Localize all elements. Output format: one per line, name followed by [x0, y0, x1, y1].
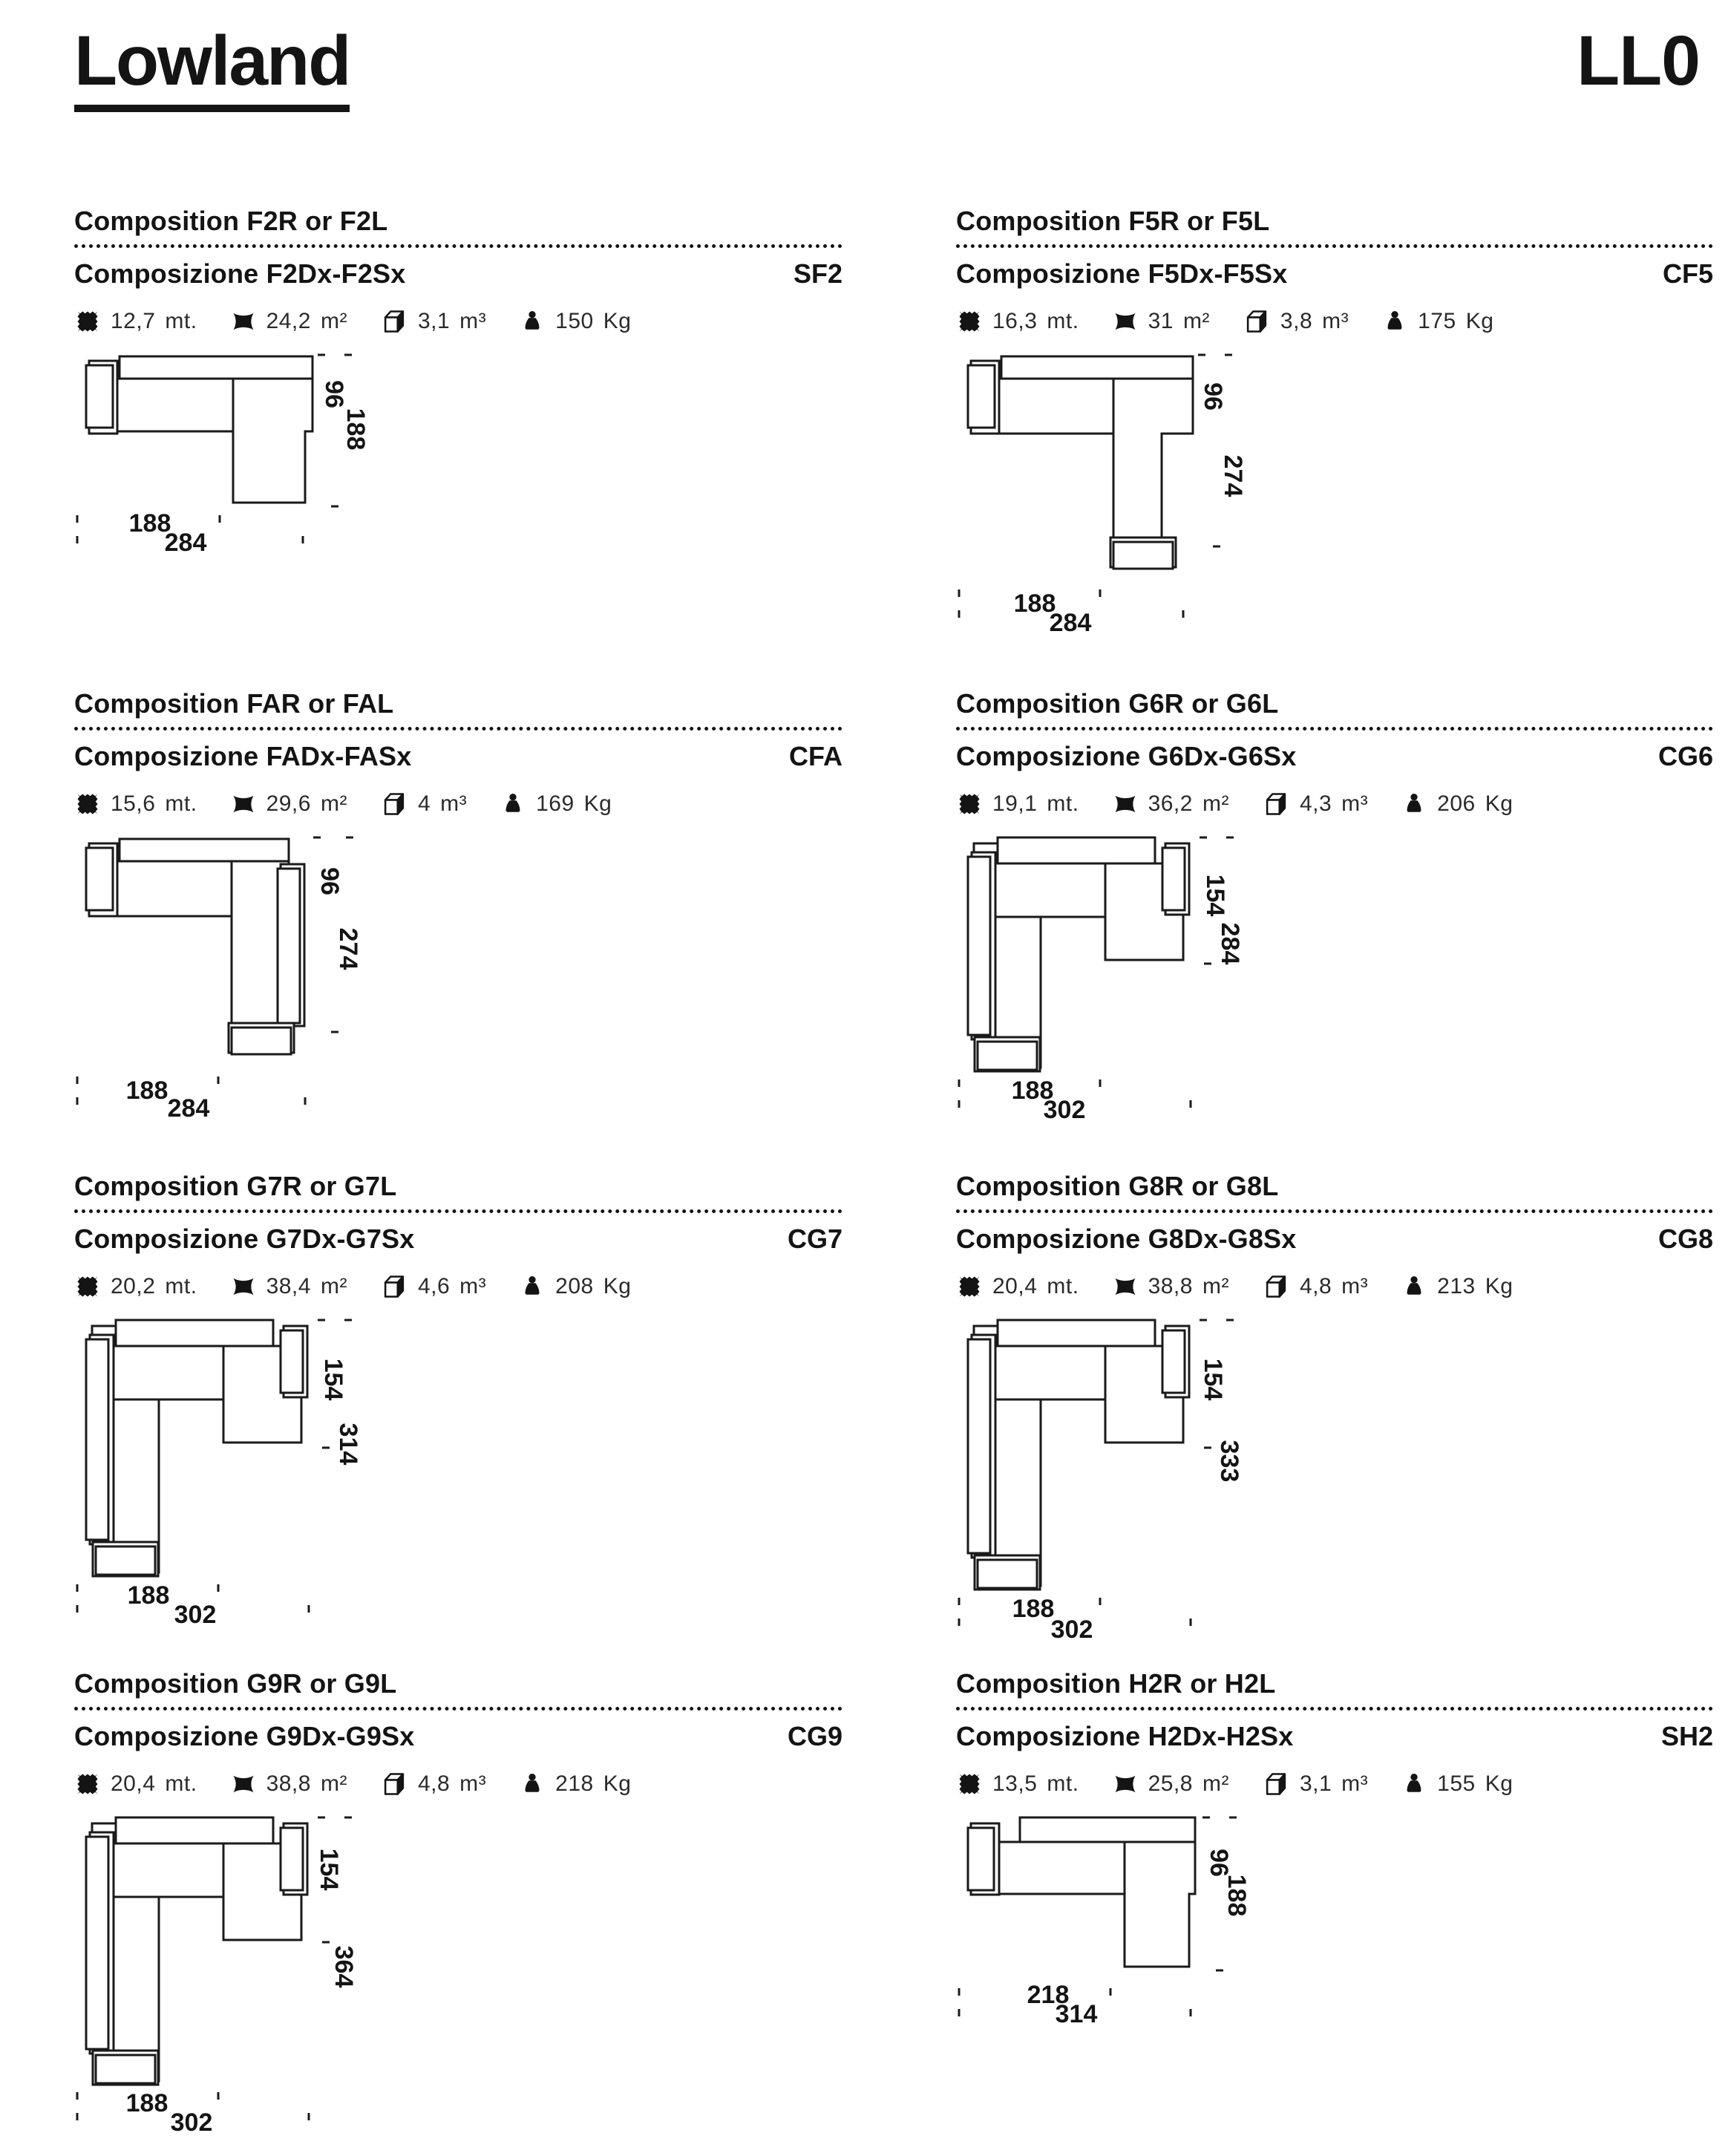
- composition-code: CG9: [787, 1721, 842, 1752]
- spec-weight-unit: Kg: [1485, 1274, 1514, 1299]
- fabric-meters-icon: [74, 1273, 101, 1300]
- spec-weight-unit: Kg: [603, 309, 632, 334]
- composition-title-it: Composizione F2Dx-F2Sx: [74, 258, 406, 290]
- leather-area-icon: [230, 1273, 257, 1300]
- spec-leather-unit: m²: [320, 1771, 347, 1797]
- spec-leather: [1112, 791, 1229, 817]
- dim-depth: 96: [1199, 382, 1227, 411]
- weight-icon: [519, 1771, 546, 1797]
- spec-volume: [380, 307, 486, 336]
- backrest: [998, 1320, 1155, 1346]
- plan-diagram: [74, 833, 445, 1123]
- composition-title-en: Composition F5R or F5L: [956, 205, 1270, 236]
- seat: [110, 1346, 231, 1399]
- dim-width-outer: 314: [1055, 2000, 1098, 2029]
- composition-block-g9: [74, 1667, 842, 2137]
- spec-weight-unit: Kg: [583, 791, 612, 817]
- spec-fabric-value: 13,5: [992, 1771, 1038, 1797]
- spec-weight-value: 155: [1437, 1771, 1476, 1797]
- dim-depth: 96: [320, 380, 348, 409]
- spec-weight-value: 218: [555, 1771, 594, 1797]
- spec-leather-value: 36,2: [1148, 791, 1193, 817]
- spec-fabric: [956, 791, 1079, 817]
- spec-fabric: [74, 791, 197, 817]
- spec-volume: [1243, 307, 1349, 336]
- composition-code: CF5: [1662, 258, 1713, 290]
- dotted-divider: [956, 244, 1713, 248]
- seat: [992, 1346, 1113, 1399]
- leather-area-icon: [1112, 308, 1139, 335]
- dim-width-inner: 188: [128, 509, 171, 538]
- spec-row: [956, 1270, 1713, 1304]
- fabric-meters-icon: [956, 308, 983, 335]
- spec-leather-unit: m²: [1182, 309, 1210, 334]
- spec-weight: [519, 1771, 631, 1797]
- dim-width-inner: 188: [1012, 1595, 1055, 1624]
- dim-width-outer: 284: [167, 1094, 210, 1123]
- spec-leather: [230, 1771, 347, 1797]
- leather-area-icon: [230, 791, 257, 817]
- leather-area-icon: [230, 308, 257, 335]
- spec-fabric: [74, 308, 197, 335]
- compos ition-title-en: Composition G9R or G9L: [74, 1667, 397, 1699]
- spec-fabric-value: 16,3: [992, 309, 1038, 334]
- spec-volume: [1262, 1770, 1368, 1798]
- dim-side: 274: [334, 928, 362, 970]
- spec-row: [74, 304, 842, 339]
- spec-weight: [519, 1273, 631, 1300]
- spec-volume-unit: m³: [459, 1274, 487, 1299]
- plan-diagram: [956, 350, 1327, 636]
- dim-width-inner: 188: [125, 2089, 168, 2118]
- spec-leather-value: 38,8: [266, 1771, 311, 1797]
- weight-icon: [500, 791, 526, 817]
- spec-weight: [1401, 1771, 1513, 1797]
- volume-box-icon: [1262, 790, 1290, 818]
- spec-volume-unit: m³: [1341, 791, 1369, 817]
- spec-fabric-unit: mt.: [1047, 1274, 1079, 1299]
- dim-side: 364: [330, 1946, 358, 1988]
- spec-volume: [380, 1273, 486, 1301]
- composition-title-it: Composizione F5Dx-F5Sx: [956, 258, 1288, 290]
- spec-fabric-unit: mt.: [1047, 309, 1079, 334]
- leather-area-icon: [230, 1771, 257, 1797]
- composition-block-fa: [74, 689, 842, 1172]
- dim-width-outer: 284: [1049, 609, 1092, 638]
- dim-width-outer: 284: [164, 529, 207, 558]
- spec-fabric-value: 20,2: [111, 1274, 156, 1299]
- spec-row: [74, 1270, 842, 1304]
- spec-volume-value: 3,1: [1299, 1771, 1332, 1797]
- dim-width-outer: 302: [1050, 1616, 1093, 1644]
- spec-fabric-unit: mt.: [165, 791, 197, 817]
- dim-depth: 154: [1201, 875, 1229, 917]
- leather-area-icon: [1112, 1771, 1139, 1797]
- spec-volume-unit: m³: [1322, 309, 1349, 334]
- dim-depth: 154: [319, 1359, 347, 1401]
- spec-fabric-unit: mt.: [165, 1771, 197, 1797]
- spec-fabric-unit: mt.: [1047, 1771, 1079, 1797]
- dim-side: 188: [1223, 1875, 1251, 1917]
- composition-title-en: Composition H2R or H2L: [956, 1667, 1276, 1699]
- dim-width-outer: 302: [174, 1601, 217, 1630]
- dim-depth: 96: [1205, 1849, 1233, 1878]
- composition-block-f2: [74, 206, 842, 689]
- composition-block-f5: [956, 206, 1713, 689]
- spec-fabric-value: 15,6: [111, 791, 156, 817]
- dotted-divider: [74, 244, 842, 248]
- spec-fabric: [956, 1273, 1079, 1300]
- spec-weight-value: 175: [1418, 309, 1456, 334]
- spec-leather-unit: m²: [320, 791, 347, 817]
- fabric-meters-icon: [956, 1771, 983, 1797]
- fabric-meters-icon: [74, 791, 101, 817]
- fabric-meters-icon: [74, 308, 101, 335]
- composition-title-en: Composition G8R or G8L: [956, 1170, 1279, 1201]
- dim-width-outer: 302: [1043, 1096, 1086, 1125]
- weight-icon: [519, 308, 546, 335]
- weight-icon: [519, 1273, 546, 1300]
- dim-depth: 154: [315, 1849, 343, 1891]
- spec-volume-value: 3,1: [417, 309, 451, 334]
- spec-weight-value: 208: [555, 1274, 594, 1299]
- spec-fabric-value: 20,4: [111, 1771, 156, 1797]
- spec-leather-value: 38,8: [1148, 1274, 1193, 1299]
- dim-side: 188: [341, 408, 370, 451]
- plan-diagram: [956, 1316, 1331, 1644]
- plan-diagram: [74, 350, 445, 566]
- spec-weight: [1381, 308, 1493, 335]
- backrest: [116, 1320, 273, 1346]
- spec-weight-unit: Kg: [1485, 1771, 1514, 1797]
- composition-title-it: Composizione G7Dx-G7Sx: [74, 1224, 415, 1255]
- composition-grid: [74, 205, 1713, 2137]
- spec-weight-value: 206: [1437, 791, 1476, 817]
- volume-box-icon: [1262, 1273, 1290, 1301]
- spec-weight-value: 169: [536, 791, 575, 817]
- spec-leather: [230, 308, 347, 335]
- weight-icon: [1401, 1771, 1427, 1797]
- composition-code: CG6: [1658, 741, 1713, 772]
- plan-diagram: [956, 1813, 1342, 2032]
- spec-weight: [1401, 791, 1513, 817]
- spec-leather: [1112, 308, 1210, 335]
- plan-diagram: [74, 1813, 449, 2137]
- spec-volume-value: 4,8: [1299, 1274, 1332, 1299]
- spec-weight-value: 150: [555, 309, 594, 334]
- dim-side: 284: [1216, 923, 1244, 965]
- spec-weight: [1401, 1273, 1513, 1300]
- spec-leather-unit: m²: [1202, 791, 1229, 817]
- spec-volume: [380, 790, 467, 818]
- spec-row: [74, 1767, 842, 1801]
- seat: [110, 1843, 231, 1897]
- page-title: Lowland: [74, 25, 350, 112]
- spec-volume-unit: m³: [459, 309, 487, 334]
- backrest: [116, 1817, 273, 1843]
- spec-fabric: [74, 1771, 197, 1797]
- spec-volume: [1262, 790, 1368, 818]
- spec-leather: [230, 1273, 347, 1300]
- spec-volume-unit: m³: [459, 1771, 487, 1797]
- composition-block-g7: [74, 1172, 842, 1669]
- spec-row: [956, 1767, 1713, 1801]
- spec-volume-value: 4,8: [417, 1771, 451, 1797]
- composition-block-g8: [956, 1172, 1713, 1669]
- spec-weight-unit: Kg: [603, 1274, 632, 1299]
- volume-box-icon: [380, 307, 408, 336]
- leather-area-icon: [1112, 791, 1139, 817]
- weight-icon: [1401, 791, 1427, 817]
- composition-code: SF2: [793, 258, 842, 290]
- spec-volume-value: 4,6: [417, 1274, 451, 1299]
- composition-title-it: Composizione FADx-FASx: [74, 741, 412, 772]
- composition-title-it: Composizione G6Dx-G6Sx: [956, 741, 1297, 772]
- spec-fabric-unit: mt.: [1047, 791, 1079, 817]
- spec-leather-value: 24,2: [266, 309, 311, 334]
- spec-volume-value: 4,3: [1299, 791, 1332, 817]
- spec-volume-value: 3,8: [1280, 309, 1313, 334]
- spec-weight-unit: Kg: [1465, 309, 1494, 334]
- spec-fabric: [956, 308, 1079, 335]
- dim-side: 314: [334, 1423, 362, 1466]
- fabric-meters-icon: [956, 1273, 983, 1300]
- composition-title-en: Composition G6R or G6L: [956, 687, 1279, 719]
- spec-leather-value: 29,6: [266, 791, 311, 817]
- spec-volume-unit: m³: [1341, 1771, 1369, 1797]
- dim-width-inner: 188: [127, 1581, 170, 1610]
- volume-box-icon: [380, 1273, 408, 1301]
- spec-volume-value: 4: [417, 791, 431, 817]
- spec-fabric-value: 20,4: [992, 1274, 1038, 1299]
- dotted-divider: [956, 727, 1713, 731]
- spec-row: [74, 787, 842, 821]
- composition-title-it: Composizione G9Dx-G9Sx: [74, 1721, 415, 1752]
- dim-width-outer: 302: [170, 2108, 213, 2137]
- dim-side: 274: [1219, 455, 1247, 497]
- spec-row: [956, 787, 1713, 821]
- composition-title-en: Composition F2R or F2L: [74, 205, 388, 236]
- spec-leather-unit: m²: [320, 309, 347, 334]
- spec-leather: [230, 791, 347, 817]
- model-code: LL0: [1577, 22, 1700, 100]
- spec-row: [956, 304, 1713, 339]
- spec-fabric-unit: mt.: [165, 1274, 197, 1299]
- dim-depth: 154: [1199, 1359, 1227, 1401]
- composition-code: CG8: [1658, 1224, 1713, 1255]
- spec-weight-unit: Kg: [1485, 791, 1514, 817]
- volume-box-icon: [380, 790, 408, 818]
- fabric-meters-icon: [956, 791, 983, 817]
- composition-title-en: Composition FAR or FAL: [74, 687, 394, 719]
- spec-fabric-unit: mt.: [165, 309, 197, 334]
- plan-diagram: [74, 1316, 449, 1630]
- spec-fabric-value: 12,7: [111, 309, 156, 334]
- plan-diagram: [956, 833, 1331, 1125]
- weight-icon: [1381, 308, 1408, 335]
- spec-fabric: [956, 1771, 1079, 1797]
- spec-leather-unit: m²: [1202, 1274, 1229, 1299]
- spec-weight-value: 213: [1437, 1274, 1476, 1299]
- dim-depth: 96: [315, 867, 344, 896]
- composition-title-it: Composizione H2Dx-H2Sx: [956, 1721, 1294, 1752]
- spec-fabric-value: 19,1: [992, 791, 1038, 817]
- dim-width-inner: 188: [1013, 589, 1056, 618]
- dotted-divider: [74, 1707, 842, 1711]
- composition-code: CFA: [789, 741, 842, 772]
- dim-width-inner: 218: [1027, 1981, 1070, 2010]
- backrest: [998, 837, 1155, 863]
- composition-block-h2: [956, 1669, 1713, 2134]
- composition-title-it: Composizione G8Dx-G8Sx: [956, 1224, 1297, 1255]
- fabric-meters-icon: [74, 1771, 101, 1797]
- spec-fabric: [74, 1273, 197, 1300]
- spec-volume-unit: m³: [1341, 1274, 1369, 1299]
- composition-code: SH2: [1660, 1721, 1713, 1752]
- spec-leather-unit: m²: [320, 1274, 347, 1299]
- spec-leather: [1112, 1273, 1229, 1300]
- dotted-divider: [74, 1209, 842, 1213]
- spec-volume-unit: m³: [440, 791, 468, 817]
- dim-width-inner: 188: [1011, 1077, 1054, 1105]
- dim-side: 333: [1215, 1440, 1243, 1483]
- spec-weight: [500, 791, 612, 817]
- dim-width-inner: 188: [125, 1077, 168, 1105]
- spec-weight: [519, 308, 631, 335]
- spec-weight-unit: Kg: [603, 1771, 632, 1797]
- spec-volume: [380, 1770, 486, 1798]
- spec-leather-value: 38,4: [266, 1274, 311, 1299]
- spec-leather: [1112, 1771, 1229, 1797]
- spec-leather-value: 31: [1148, 309, 1174, 334]
- volume-box-icon: [380, 1770, 408, 1798]
- spec-volume: [1262, 1273, 1368, 1301]
- composition-code: CG7: [787, 1224, 842, 1255]
- leather-area-icon: [1112, 1273, 1139, 1300]
- weight-icon: [1401, 1273, 1427, 1300]
- spec-leather-unit: m²: [1202, 1771, 1229, 1797]
- volume-box-icon: [1262, 1770, 1290, 1798]
- masthead: [74, 22, 1713, 112]
- dotted-divider: [956, 1209, 1713, 1213]
- composition-title-en: Composition G7R or G7L: [74, 1170, 397, 1201]
- volume-box-icon: [1243, 307, 1271, 336]
- spec-leather-value: 25,8: [1148, 1771, 1193, 1797]
- dotted-divider: [956, 1707, 1713, 1711]
- dotted-divider: [74, 727, 842, 731]
- seat: [992, 863, 1113, 917]
- composition-block-g6: [956, 689, 1713, 1172]
